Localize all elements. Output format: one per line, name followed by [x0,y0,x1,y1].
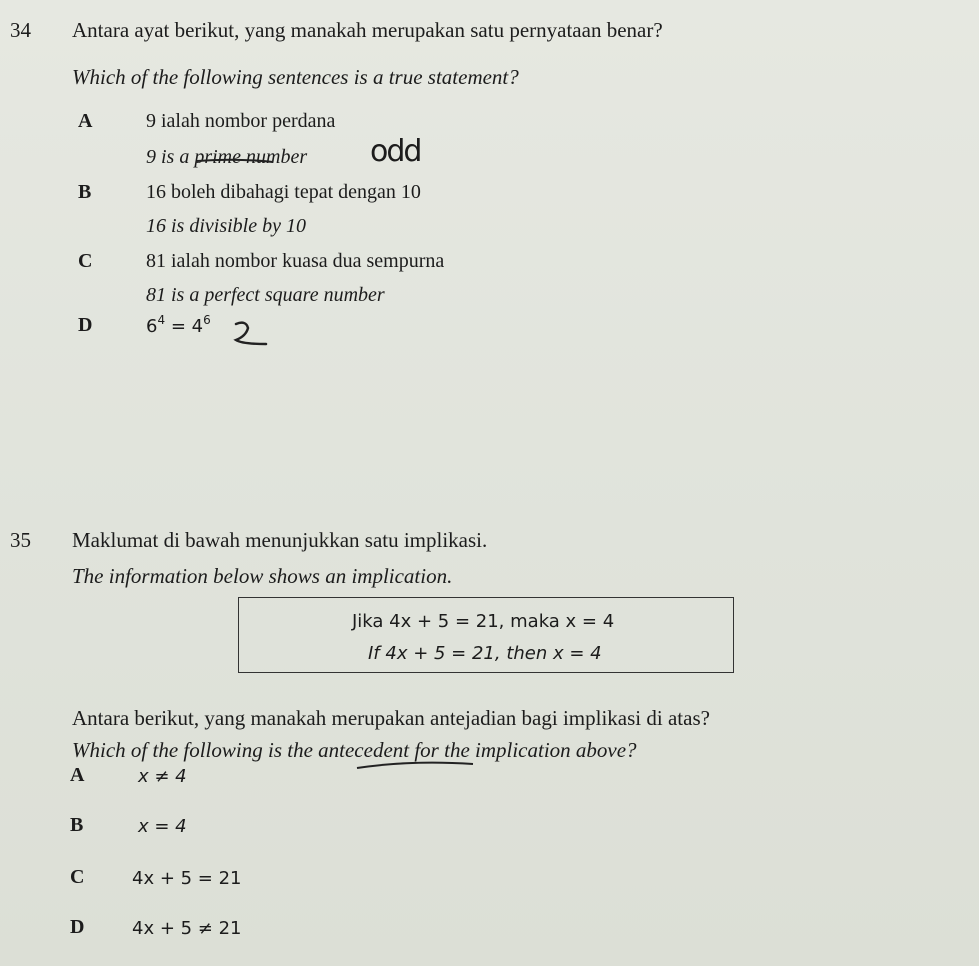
q34-option-b-label: B [78,181,92,203]
q34-option-b-en: 16 is divisible by 10 [146,215,306,237]
question-35-prompt-en: Which of the following is the antecedent for the implication above? [72,738,637,762]
q34-option-a-bm: 9 ialah nombor perdana [146,110,336,132]
q34-option-c-bm: 81 ialah nombor kuasa dua sempurna [146,250,445,272]
q35-option-c-label: C [70,866,85,888]
q34-option-c-label: C [78,250,93,272]
q35-option-b-label: B [70,814,84,836]
question-35-stem-bm: Maklumat di bawah menunjukkan satu implikasi. [72,528,488,552]
equals-sign: = [165,316,192,337]
question-35-prompt-bm: Antara berikut, yang manakah merupakan antejadian bagi implikasi di atas? [72,706,710,730]
question-35-stem-en: The information below shows an implication. [72,564,453,588]
question-34-number: 34 [10,18,31,42]
q34-option-a-en: 9 is a prime number [146,146,308,168]
question-34-stem-en: Which of the following sentences is a true statement? [72,65,519,89]
q35-option-d-label: D [70,916,85,938]
handwritten-checkmark [228,318,270,348]
implication-en: If 4x + 5 = 21, then x = 4 [368,643,602,664]
q34-option-d-label: D [78,314,93,336]
base-6: 6 [146,316,158,337]
handwritten-underline [355,758,475,772]
q34-option-a-label: A [78,110,93,132]
q35-option-a-label: A [70,764,85,786]
handwritten-annotation-odd: odd [370,134,421,169]
q34-option-c-en: 81 is a perfect square number [146,284,385,306]
q34-option-b-bm: 16 boleh dibahagi tepat dengan 10 [146,181,421,203]
q35-option-a-text: x ≠ 4 [138,766,187,787]
q34-option-d-expression [146,313,211,337]
question-34-stem-bm: Antara ayat berikut, yang manakah merupakan satu pernyataan benar? [72,18,663,42]
exponent-4: 4 [157,313,166,327]
q35-option-b-text: x = 4 [138,816,187,837]
base-4: 4 [191,316,204,337]
implication-bm: Jika 4x + 5 = 21, maka x = 4 [352,611,615,632]
strikethrough-mark [195,155,275,167]
exponent-6: 6 [203,313,211,327]
q35-option-d-text: 4x + 5 ≠ 21 [132,918,242,939]
q35-option-c-text: 4x + 5 = 21 [132,868,242,889]
question-35-number: 35 [10,528,31,552]
